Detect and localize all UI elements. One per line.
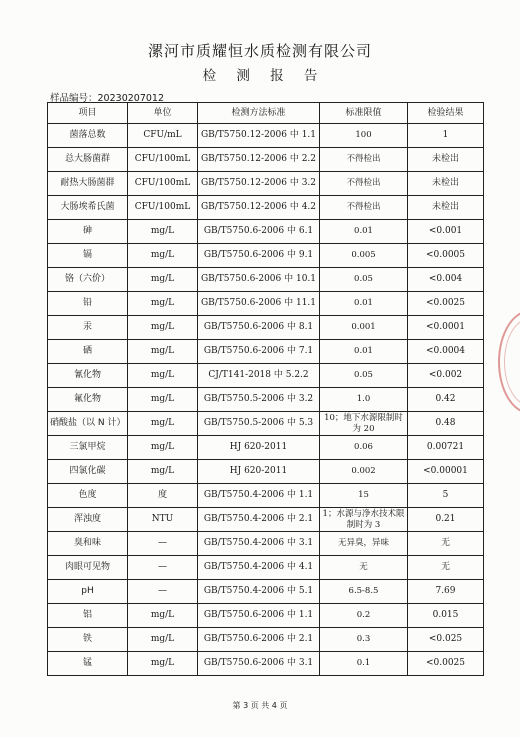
cell-limit: 0.3 <box>320 628 408 652</box>
table-row <box>48 268 484 292</box>
cell-unit: mg/L <box>128 388 198 412</box>
cell-result: <0.0004 <box>408 340 484 364</box>
cell-item: 汞 <box>48 316 128 340</box>
page-number: 第 3 页 共 4 页 <box>232 701 288 710</box>
cell-item: 三氯甲烷 <box>48 436 128 460</box>
column-header-item: 项目 <box>48 103 128 124</box>
cell-result: 5 <box>408 484 484 508</box>
cell-item: pH <box>48 580 128 604</box>
cell-limit: 6.5-8.5 <box>320 580 408 604</box>
cell-limit: 100 <box>320 124 408 148</box>
cell-result: <0.025 <box>408 628 484 652</box>
results-table <box>47 102 484 676</box>
column-header-limit: 标准限值 <box>320 103 408 124</box>
cell-result: 无 <box>408 532 484 556</box>
table-row <box>48 556 484 580</box>
cell-method: GB/T5750.6-2006 中 1.1 <box>198 604 320 628</box>
cell-limit: 不得检出 <box>320 196 408 220</box>
cell-result: <0.001 <box>408 220 484 244</box>
table-row <box>48 196 484 220</box>
cell-limit: 10；地下水源限制时为 20 <box>320 412 408 436</box>
cell-method: GB/T5750.6-2006 中 9.1 <box>198 244 320 268</box>
cell-unit: mg/L <box>128 628 198 652</box>
column-header-unit: 单位 <box>128 103 198 124</box>
cell-unit: mg/L <box>128 316 198 340</box>
table-row <box>48 460 484 484</box>
cell-limit: 0.01 <box>320 220 408 244</box>
cell-unit: CFU/mL <box>128 124 198 148</box>
table-row <box>48 388 484 412</box>
cell-result: <0.00001 <box>408 460 484 484</box>
cell-result: 未检出 <box>408 196 484 220</box>
cell-limit: 1；水源与净水技术限制时为 3 <box>320 508 408 532</box>
cell-unit: mg/L <box>128 460 198 484</box>
cell-item: 硒 <box>48 340 128 364</box>
cell-item: 锰 <box>48 652 128 676</box>
cell-result: <0.004 <box>408 268 484 292</box>
cell-method: GB/T5750.12-2006 中 2.2 <box>198 148 320 172</box>
cell-limit: 无 <box>320 556 408 580</box>
cell-result: 未检出 <box>408 172 484 196</box>
cell-limit: 不得检出 <box>320 148 408 172</box>
cell-method: GB/T5750.6-2006 中 11.1 <box>198 292 320 316</box>
cell-item: 色度 <box>48 484 128 508</box>
cell-item: 铬（六价） <box>48 268 128 292</box>
cell-item: 菌落总数 <box>48 124 128 148</box>
results-table-body <box>48 124 484 676</box>
cell-item: 砷 <box>48 220 128 244</box>
cell-method: GB/T5750.12-2006 中 1.1 <box>198 124 320 148</box>
cell-unit: CFU/100mL <box>128 196 198 220</box>
cell-limit: 0.002 <box>320 460 408 484</box>
cell-method: GB/T5750.4-2006 中 5.1 <box>198 580 320 604</box>
table-row <box>48 244 484 268</box>
cell-unit: mg/L <box>128 364 198 388</box>
cell-method: GB/T5750.4-2006 中 2.1 <box>198 508 320 532</box>
cell-limit: 1.0 <box>320 388 408 412</box>
cell-limit: 0.1 <box>320 652 408 676</box>
table-row <box>48 436 484 460</box>
cell-result: 0.015 <box>408 604 484 628</box>
column-header-result: 检验结果 <box>408 103 484 124</box>
cell-item: 镉 <box>48 244 128 268</box>
cell-method: HJ 620-2011 <box>198 460 320 484</box>
cell-result: <0.002 <box>408 364 484 388</box>
cell-unit: mg/L <box>128 652 198 676</box>
cell-item: 臭和味 <box>48 532 128 556</box>
cell-unit: mg/L <box>128 604 198 628</box>
cell-result: 1 <box>408 124 484 148</box>
cell-limit: 0.001 <box>320 316 408 340</box>
cell-method: GB/T5750.6-2006 中 7.1 <box>198 340 320 364</box>
cell-limit: 0.06 <box>320 436 408 460</box>
cell-unit: mg/L <box>128 436 198 460</box>
cell-method: HJ 620-2011 <box>198 436 320 460</box>
cell-item: 总大肠菌群 <box>48 148 128 172</box>
report-title: 检 测 报 告 <box>202 68 326 84</box>
cell-method: GB/T5750.12-2006 中 3.2 <box>198 172 320 196</box>
cell-unit: CFU/100mL <box>128 172 198 196</box>
cell-item: 铅 <box>48 292 128 316</box>
cell-method: GB/T5750.6-2006 中 6.1 <box>198 220 320 244</box>
cell-method: GB/T5750.6-2006 中 10.1 <box>198 268 320 292</box>
cell-result: 未检出 <box>408 148 484 172</box>
table-row <box>48 364 484 388</box>
cell-limit: 无异臭，异味 <box>320 532 408 556</box>
cell-item: 大肠埃希氏菌 <box>48 196 128 220</box>
table-row <box>48 508 484 532</box>
cell-unit: mg/L <box>128 220 198 244</box>
cell-unit: — <box>128 556 198 580</box>
cell-limit: 0.2 <box>320 604 408 628</box>
table-row <box>48 340 484 364</box>
table-row <box>48 484 484 508</box>
cell-item: 四氯化碳 <box>48 460 128 484</box>
cell-result: 0.48 <box>408 412 484 436</box>
cell-limit: 15 <box>320 484 408 508</box>
table-row <box>48 124 484 148</box>
cell-unit: — <box>128 580 198 604</box>
cell-method: GB/T5750.4-2006 中 4.1 <box>198 556 320 580</box>
sample-number-label: 样品编号： <box>50 93 98 104</box>
cell-method: CJ/T141-2018 中 5.2.2 <box>198 364 320 388</box>
cell-unit: mg/L <box>128 412 198 436</box>
table-row <box>48 604 484 628</box>
cell-method: GB/T5750.6-2006 中 3.1 <box>198 652 320 676</box>
cell-item: 氟化物 <box>48 388 128 412</box>
cell-item: 氰化物 <box>48 364 128 388</box>
cell-limit: 0.01 <box>320 292 408 316</box>
cell-result: 0.42 <box>408 388 484 412</box>
table-row <box>48 580 484 604</box>
cell-unit: NTU <box>128 508 198 532</box>
cell-item: 耐热大肠菌群 <box>48 172 128 196</box>
cell-unit: 度 <box>128 484 198 508</box>
table-row <box>48 412 484 436</box>
cell-method: GB/T5750.5-2006 中 5.3 <box>198 412 320 436</box>
cell-result: <0.0001 <box>408 316 484 340</box>
table-row <box>48 652 484 676</box>
cell-item: 硝酸盐（以 N 计） <box>48 412 128 436</box>
cell-item: 浑浊度 <box>48 508 128 532</box>
cell-unit: — <box>128 532 198 556</box>
cell-method: GB/T5750.6-2006 中 8.1 <box>198 316 320 340</box>
cell-method: GB/T5750.4-2006 中 1.1 <box>198 484 320 508</box>
cell-unit: mg/L <box>128 292 198 316</box>
cell-unit: mg/L <box>128 340 198 364</box>
cell-item: 铁 <box>48 628 128 652</box>
table-row <box>48 628 484 652</box>
company-name: 漯河市质耀恒水质检测有限公司 <box>147 42 372 60</box>
cell-result: <0.0025 <box>408 652 484 676</box>
cell-limit: 0.05 <box>320 364 408 388</box>
cell-method: GB/T5750.4-2006 中 3.1 <box>198 532 320 556</box>
cell-limit: 0.005 <box>320 244 408 268</box>
cell-result: 0.21 <box>408 508 484 532</box>
cell-unit: CFU/100mL <box>128 148 198 172</box>
cell-method: GB/T5750.6-2006 中 2.1 <box>198 628 320 652</box>
cell-limit: 不得检出 <box>320 172 408 196</box>
cell-result: 无 <box>408 556 484 580</box>
table-row <box>48 316 484 340</box>
sample-number-value: 20230207012 <box>97 93 165 104</box>
cell-limit: 0.01 <box>320 340 408 364</box>
cell-result: <0.0025 <box>408 292 484 316</box>
cell-limit: 0.05 <box>320 268 408 292</box>
red-seal-inner-ring <box>504 318 520 406</box>
table-row <box>48 532 484 556</box>
table-row <box>48 220 484 244</box>
cell-result: 0.00721 <box>408 436 484 460</box>
cell-result: 7.69 <box>408 580 484 604</box>
cell-unit: mg/L <box>128 244 198 268</box>
column-header-method: 检测方法标准 <box>198 103 320 124</box>
table-row <box>48 292 484 316</box>
table-row <box>48 148 484 172</box>
table-row <box>48 172 484 196</box>
cell-method: GB/T5750.12-2006 中 4.2 <box>198 196 320 220</box>
cell-method: GB/T5750.5-2006 中 3.2 <box>198 388 320 412</box>
red-seal-stamp <box>498 310 520 414</box>
cell-item: 肉眼可见物 <box>48 556 128 580</box>
cell-unit: mg/L <box>128 268 198 292</box>
cell-result: <0.0005 <box>408 244 484 268</box>
cell-item: 铝 <box>48 604 128 628</box>
table-header-row <box>48 103 484 124</box>
